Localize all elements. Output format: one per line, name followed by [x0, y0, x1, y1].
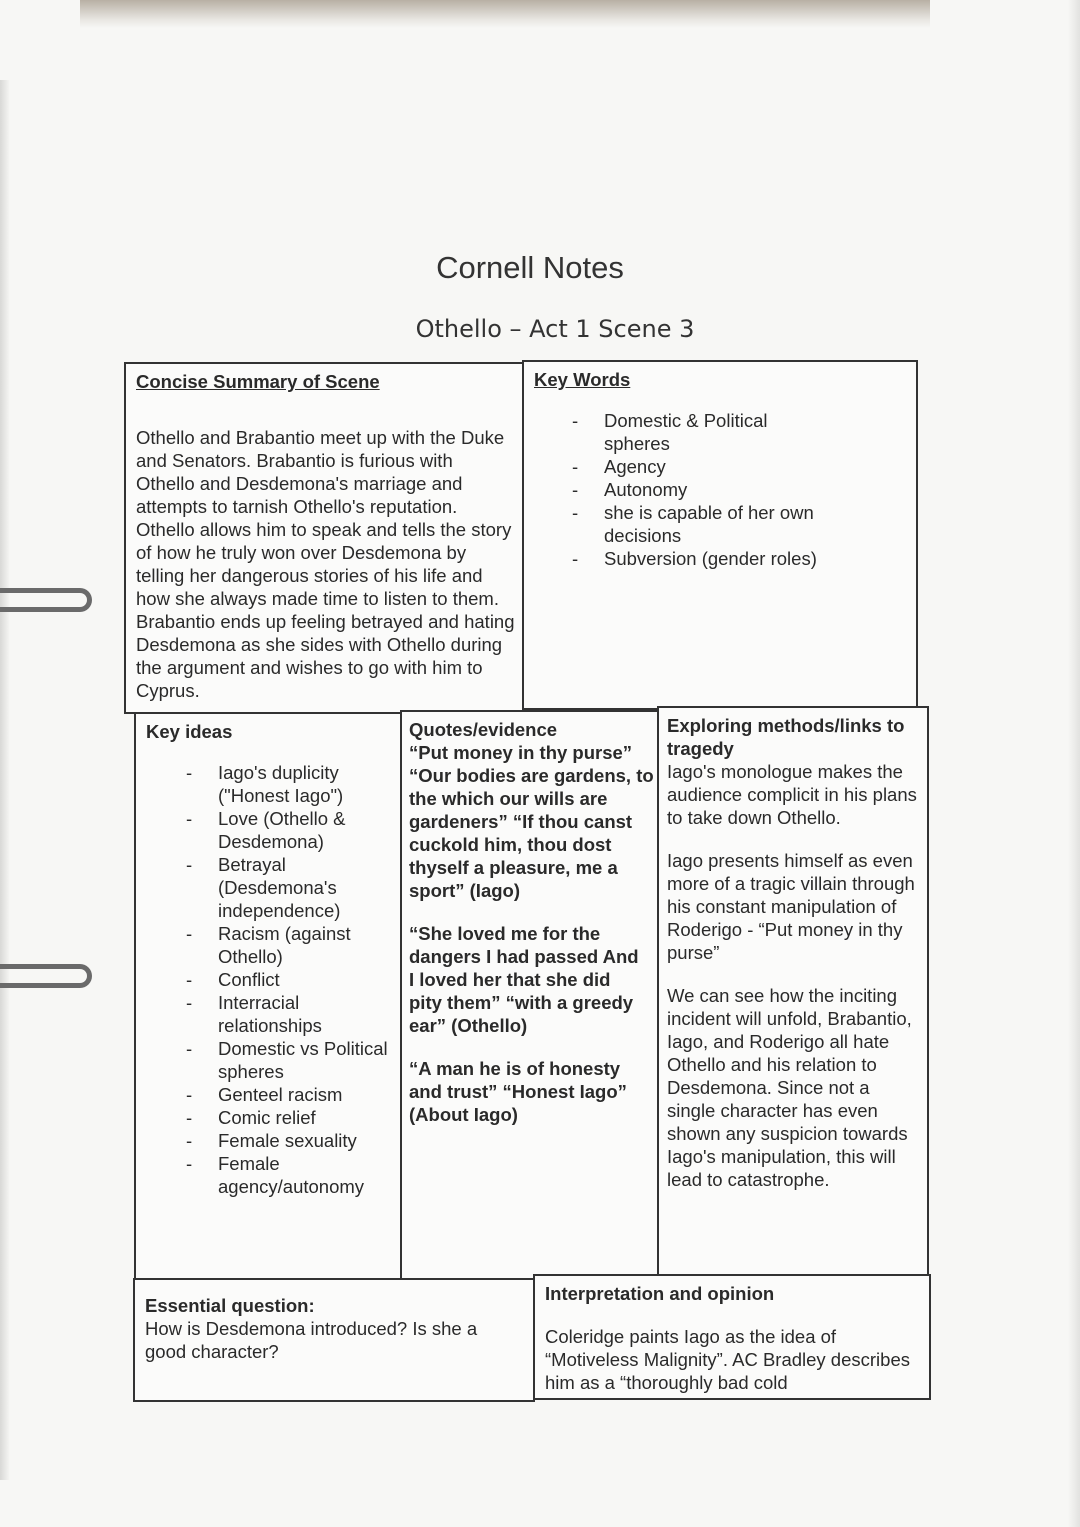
- list-item: - Love (Othello & Desdemona): [146, 807, 391, 853]
- list-item: - Genteel racism: [146, 1083, 391, 1106]
- list-item: - Female agency/autonomy: [146, 1152, 391, 1198]
- quote-text: “She loved me for the dangers I had passed And I loved her that she did pity them” “with a greedy ear” (Othello): [409, 923, 639, 1036]
- methods-paragraph: Iago's monologue makes the audience complicit in his plans to take down Othello.: [667, 761, 917, 828]
- key-words-heading: Key Words: [534, 369, 631, 390]
- key-ideas-list: [146, 761, 391, 1198]
- essential-question-heading: Essential question:: [145, 1295, 315, 1316]
- list-item: - Domestic vs Political spheres: [146, 1037, 391, 1083]
- key-ideas-section: [134, 712, 402, 1280]
- page-right-edge: [1068, 0, 1080, 1527]
- interpretation-heading: Interpretation and opinion: [545, 1283, 775, 1304]
- binder-ring-icon: [0, 964, 92, 988]
- list-item: - Interracial relationships: [146, 991, 391, 1037]
- summary-text: Othello and Brabantio meet up with the Duke and Senators. Brabantio is furious with Othello and Desdemona's marriage and attempts to tarnish Othello's reputation. Othello allows him to speak and tells the story of how he truly won over Desdemona by telling her dangerous stories of his life and how she always made time to listen to them. Brabantio ends up feeling betrayed and hating Desdemona as she sides with Othello during the argument and wishes to go with him to Cyprus.: [136, 427, 515, 701]
- methods-paragraph: Iago presents himself as even more of a tragic villain through his constant manipulation of Roderigo - “Put money in thy purse”: [667, 850, 915, 963]
- interpretation-text: Coleridge paints Iago as the idea of “Motiveless Malignity”. AC Bradley describes him as a “thoroughly bad cold: [545, 1326, 910, 1393]
- quotes-section: [400, 710, 659, 1280]
- essential-question-section: [133, 1278, 535, 1402]
- list-item: - Autonomy: [534, 478, 824, 501]
- list-item: - Iago's duplicity ("Honest Iago"): [146, 761, 391, 807]
- list-item: - Subversion (gender roles): [534, 547, 824, 570]
- summary-heading: Concise Summary of Scene: [136, 371, 380, 392]
- page-top-shadow: [80, 0, 930, 28]
- interpretation-section: [533, 1274, 931, 1400]
- list-item: - Agency: [534, 455, 824, 478]
- list-item: - Racism (against Othello): [146, 922, 391, 968]
- list-item: - she is capable of her own decisions: [534, 501, 824, 547]
- binder-ring-icon: [0, 588, 92, 612]
- quote-text: “A man he is of honesty and trust” “Honest Iago” (About Iago): [409, 1058, 627, 1125]
- methods-section: [657, 706, 929, 1276]
- key-words-section: [522, 360, 918, 710]
- list-item: - Comic relief: [146, 1106, 391, 1129]
- methods-heading: Exploring methods/links to tragedy: [667, 715, 905, 759]
- page-subtitle: Othello – Act 1 Scene 3: [415, 315, 695, 343]
- essential-question-text: How is Desdemona introduced? Is she a good character?: [145, 1318, 478, 1362]
- summary-section: [124, 362, 526, 714]
- key-words-list: [534, 409, 824, 570]
- page-left-edge: [0, 80, 10, 1480]
- list-item: - Female sexuality: [146, 1129, 391, 1152]
- list-item: - Conflict: [146, 968, 391, 991]
- page-title: Cornell Notes: [436, 250, 624, 285]
- quotes-heading: Quotes/evidence: [409, 719, 558, 740]
- list-item: - Domestic & Political spheres: [534, 409, 824, 455]
- methods-paragraph: We can see how the inciting incident will unfold, Brabantio, Iago, and Roderigo all hate Othello and his relation to Desdemona. Since not a single character has even shown any suspicion towards Iago's manipulation, this will lead to catastrophe.: [667, 985, 912, 1190]
- list-item: - Betrayal (Desdemona's independence): [146, 853, 391, 922]
- quote-text: “Put money in thy purse” “Our bodies are gardens, to the which our wills are gardeners” “If thou canst cuckold him, thou dost thyself a pleasure, me a sport” (Iago): [409, 742, 654, 901]
- key-ideas-heading: Key ideas: [146, 721, 233, 742]
